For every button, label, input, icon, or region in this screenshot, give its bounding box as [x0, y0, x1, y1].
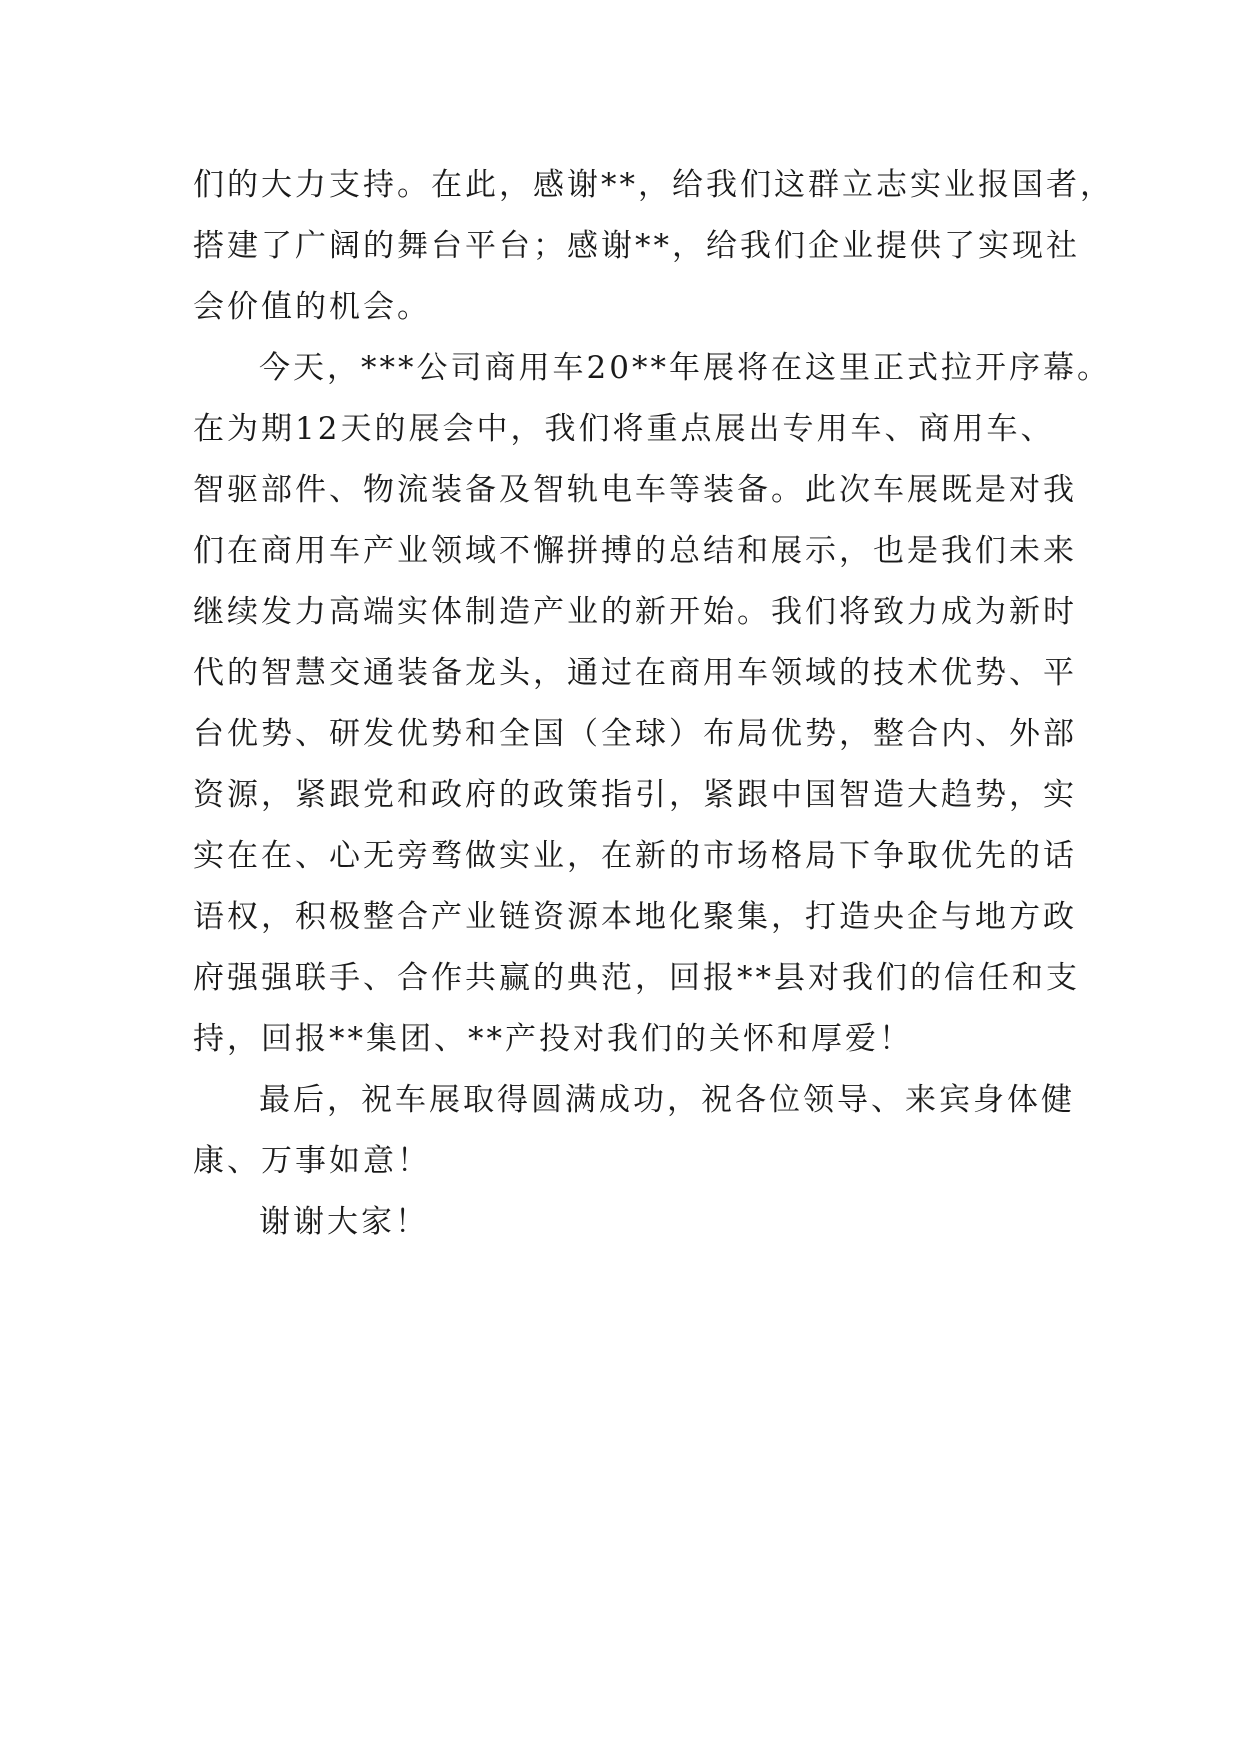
text-line: 代的智慧交通装备龙头，通过在商用车领域的技术优势、平 [193, 655, 1077, 691]
text-line: 台优势、研发优势和全国（全球）布局优势，整合内、外部 [193, 716, 1077, 752]
text-line: 继续发力高端实体制造产业的新开始。我们将致力成为新时 [193, 594, 1077, 630]
document-body [193, 155, 1114, 1253]
text-line: 实在在、心无旁骛做实业，在新的市场格局下争取优先的话 [193, 838, 1077, 874]
text-line: 语权，积极整合产业链资源本地化聚集，打造央企与地方政 [193, 899, 1077, 935]
text-line: 们在商用车产业领域不懈拼搏的总结和展示，也是我们未来 [193, 533, 1077, 569]
paragraph-thank-you [193, 1192, 1073, 1253]
text-line: 今天，***公司商用车20**年展将在这里正式拉开序幕。 [259, 350, 1111, 386]
paragraph-closing-wishes [193, 1070, 1073, 1192]
text-line: 们的大力支持。在此，感谢**，给我们这群立志实业报国者， [193, 167, 1114, 203]
text-line: 会价值的机会。 [193, 289, 431, 325]
text-line: 谢谢大家！ [259, 1204, 429, 1240]
text-line: 在为期12天的展会中，我们将重点展出专用车、商用车、 [193, 411, 1055, 447]
paragraph-exhibition-opening [193, 338, 1111, 1070]
text-line: 最后，祝车展取得圆满成功，祝各位领导、来宾身体健 [259, 1082, 1075, 1118]
text-line: 智驱部件、物流装备及智轨电车等装备。此次车展既是对我 [193, 472, 1077, 508]
paragraph-support-thanks [193, 155, 1114, 338]
text-line: 康、万事如意！ [193, 1143, 431, 1179]
text-line: 持，回报**集团、**产投对我们的关怀和厚爱！ [193, 1021, 913, 1057]
text-line: 搭建了广阔的舞台平台；感谢**，给我们企业提供了实现社 [193, 228, 1080, 264]
text-line: 资源，紧跟党和政府的政策指引，紧跟中国智造大趋势，实 [193, 777, 1077, 813]
text-line: 府强强联手、合作共赢的典范，回报**县对我们的信任和支 [193, 960, 1080, 996]
